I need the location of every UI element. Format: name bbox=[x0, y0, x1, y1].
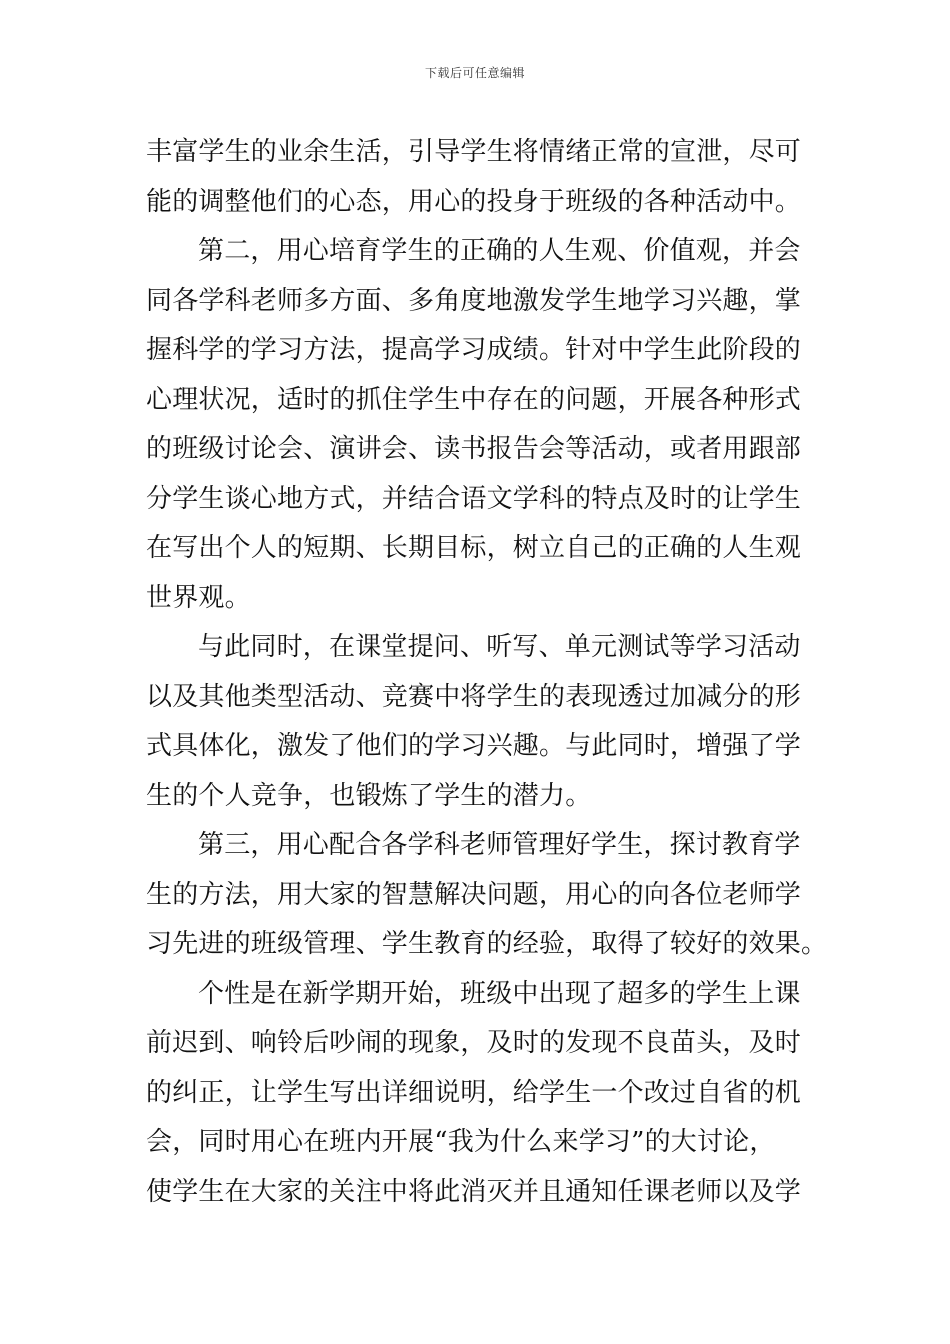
text-line: 使学生在大家的关注中将此消灭并且通知任课老师以及学 bbox=[146, 1176, 802, 1207]
text-line: 世界观。 bbox=[146, 582, 251, 613]
text-line: 的纠正，让学生写出详细说明，给学生一个改过自省的机 bbox=[146, 1077, 802, 1108]
text-line: 分学生谈心地方式，并结合语文学科的特点及时的让学生 bbox=[146, 483, 802, 514]
text-line: 与此同时，在课堂提问、听写、单元测试等学习活动 bbox=[198, 632, 801, 662]
text-line: 的班级讨论会、演讲会、读书报告会等活动，或者用跟部 bbox=[146, 434, 802, 464]
text-line: 式具体化，激发了他们的学习兴趣。与此同时，增强了学 bbox=[146, 731, 802, 761]
document-body bbox=[146, 128, 828, 1217]
text-line: 会，同时用心在班内开展“我为什么来学习”的大讨论， bbox=[146, 1127, 776, 1157]
text-line: 生的个人竞争，也锻炼了学生的潜力。 bbox=[146, 780, 592, 811]
text-line: 在写出个人的短期、长期目标，树立自己的正确的人生观 bbox=[146, 533, 802, 563]
text-line: 第二，用心培育学生的正确的人生观、价值观，并会 bbox=[198, 236, 801, 266]
text-line: 个性是在新学期开始，班级中出现了超多的学生上课 bbox=[198, 978, 801, 1009]
text-line: 第三，用心配合各学科老师管理好学生，探讨教育学 bbox=[198, 830, 801, 860]
text-line: 握科学的学习方法，提高学习成绩。针对中学生此阶段的 bbox=[146, 335, 802, 365]
text-line: 同各学科老师多方面、多角度地激发学生地学习兴趣，掌 bbox=[146, 285, 802, 316]
text-line: 能的调整他们的心态，用心的投身于班级的各种活动中。 bbox=[146, 186, 802, 217]
page-header: 下载后可任意编辑 bbox=[424, 66, 525, 80]
text-line: 习先进的班级管理、学生教育的经验，取得了较好的效果。 bbox=[146, 929, 828, 959]
text-line: 前迟到、响铃后吵闹的现象，及时的发现不良苗头，及时 bbox=[146, 1028, 802, 1058]
text-line: 以及其他类型活动、竞赛中将学生的表现透过加减分的形 bbox=[146, 681, 802, 712]
text-line: 心理状况，适时的抓住学生中存在的问题，开展各种形式 bbox=[146, 384, 802, 415]
text-line: 丰富学生的业余生活，引导学生将情绪正常的宣泄，尽可 bbox=[146, 137, 802, 167]
text-line: 生的方法，用大家的智慧解决问题，用心的向各位老师学 bbox=[146, 879, 802, 910]
